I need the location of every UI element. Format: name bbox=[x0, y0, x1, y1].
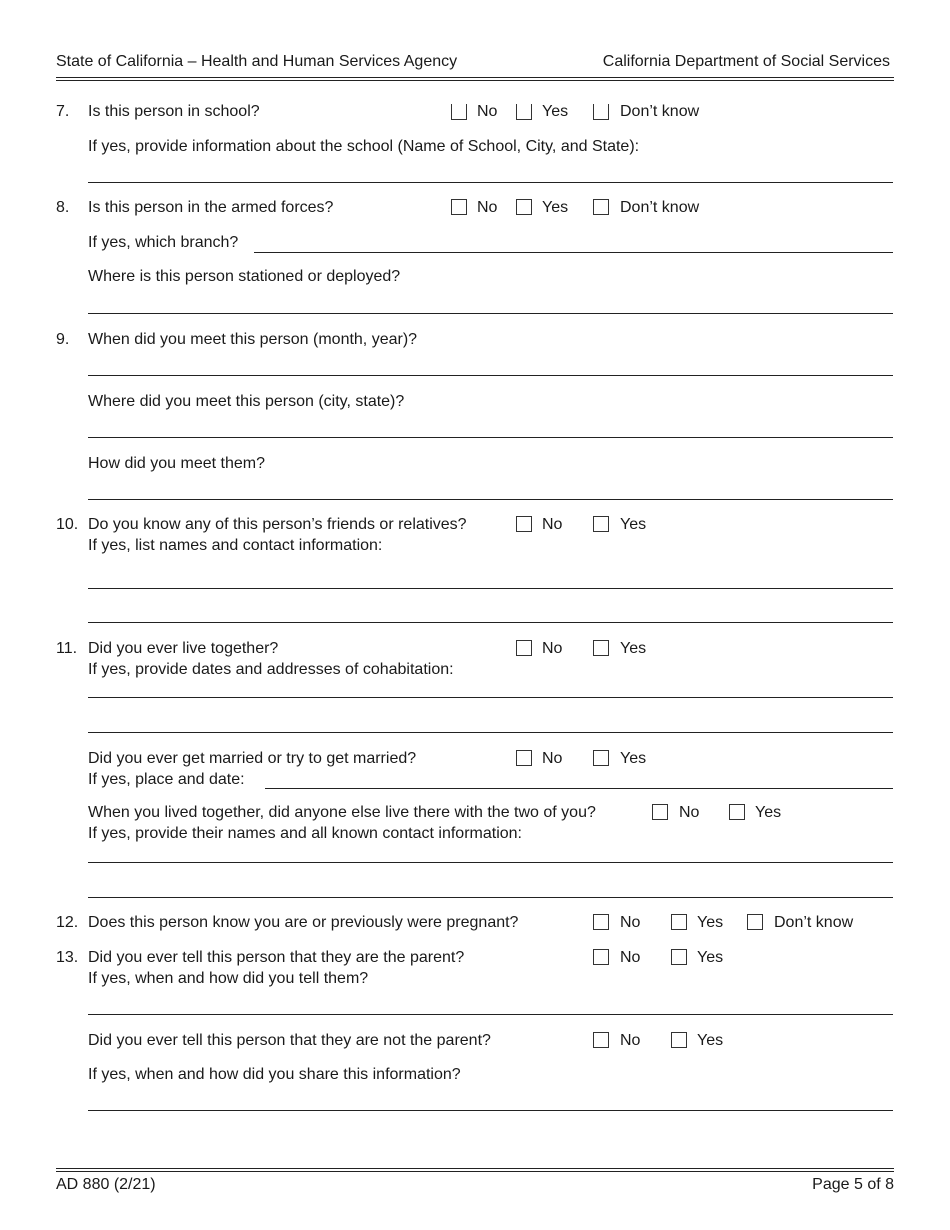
q11-yes-checkbox[interactable] bbox=[593, 640, 609, 656]
q8-dont-know-label: Don’t know bbox=[620, 199, 700, 216]
q7-followup: If yes, provide information about the school (Name of School, City, and State): bbox=[88, 138, 640, 155]
q11-anyone-else-question: When you lived together, did anyone else live there with the two of you? bbox=[88, 804, 596, 821]
q11-place-line[interactable] bbox=[265, 788, 893, 789]
header-rule-2 bbox=[56, 80, 894, 81]
q13-followup: If yes, when and how did you tell them? bbox=[88, 970, 369, 987]
q13-no-label: No bbox=[620, 949, 641, 966]
q13-not-parent-line[interactable] bbox=[88, 1110, 893, 1111]
q7-yes-label: Yes bbox=[542, 103, 569, 120]
q10-no-label: No bbox=[542, 516, 563, 533]
q7-dont-know-checkbox[interactable] bbox=[593, 104, 609, 120]
question-number: 8. bbox=[56, 199, 70, 216]
q13-not-parent-yes-checkbox[interactable] bbox=[671, 1032, 687, 1048]
q11-followup: If yes, provide dates and addresses of cohabitation: bbox=[88, 661, 454, 678]
question-number: 10. bbox=[56, 516, 79, 533]
q13-not-parent-followup: If yes, when and how did you share this information? bbox=[88, 1066, 461, 1083]
q7-dont-know-label: Don’t know bbox=[620, 103, 700, 120]
question-number: 9. bbox=[56, 331, 70, 348]
header-department: California Department of Social Services bbox=[602, 53, 890, 70]
q10-answer-line-1[interactable] bbox=[88, 588, 893, 589]
q8-no-label: No bbox=[477, 199, 498, 216]
q11-married-no-checkbox[interactable] bbox=[516, 750, 532, 766]
q8-branch-label: If yes, which branch? bbox=[88, 234, 239, 251]
q11-married-question: Did you ever get married or try to get married? bbox=[88, 750, 417, 767]
q10-yes-checkbox[interactable] bbox=[593, 516, 609, 532]
q13-not-parent-yes-label: Yes bbox=[697, 1032, 724, 1049]
q10-followup: If yes, list names and contact information: bbox=[88, 537, 383, 554]
q12-dont-know-checkbox[interactable] bbox=[747, 914, 763, 930]
question-number: 7. bbox=[56, 103, 70, 120]
question-number: 11. bbox=[56, 640, 78, 657]
q8-yes-label: Yes bbox=[542, 199, 569, 216]
q8-no-checkbox[interactable] bbox=[451, 199, 467, 215]
q7-no-label: No bbox=[477, 103, 498, 120]
q9-how-line[interactable] bbox=[88, 499, 893, 500]
q12-yes-label: Yes bbox=[697, 914, 724, 931]
question-text: When did you meet this person (month, year)? bbox=[88, 331, 418, 348]
q8-stationed-label: Where is this person stationed or deployed? bbox=[88, 268, 401, 285]
q13-not-parent-no-checkbox[interactable] bbox=[593, 1032, 609, 1048]
q8-branch-line[interactable] bbox=[254, 252, 893, 253]
q9-how-label: How did you meet them? bbox=[88, 455, 265, 472]
q11-anyone-else-yes-label: Yes bbox=[755, 804, 782, 821]
q11-no-checkbox[interactable] bbox=[516, 640, 532, 656]
question-text: Did you ever tell this person that they are the parent? bbox=[88, 949, 465, 966]
question-text: Is this person in the armed forces? bbox=[88, 199, 334, 216]
q13-yes-checkbox[interactable] bbox=[671, 949, 687, 965]
q13-not-parent-question: Did you ever tell this person that they are not the parent? bbox=[88, 1032, 491, 1049]
q11-married-no-label: No bbox=[542, 750, 563, 767]
q13-no-checkbox[interactable] bbox=[593, 949, 609, 965]
q11-place-label: If yes, place and date: bbox=[88, 771, 245, 788]
q10-no-checkbox[interactable] bbox=[516, 516, 532, 532]
question-text: Does this person know you are or previously were pregnant? bbox=[88, 914, 519, 931]
q11-married-yes-checkbox[interactable] bbox=[593, 750, 609, 766]
footer-page-number: Page 5 of 8 bbox=[812, 1176, 894, 1193]
q8-yes-checkbox[interactable] bbox=[516, 199, 532, 215]
footer-rule-2 bbox=[56, 1171, 894, 1172]
q11-anyone-else-line-1[interactable] bbox=[88, 862, 893, 863]
q11-anyone-else-no-checkbox[interactable] bbox=[652, 804, 668, 820]
q11-answer-line-2[interactable] bbox=[88, 732, 893, 733]
q12-no-label: No bbox=[620, 914, 641, 931]
question-text: Do you know any of this person’s friends or relatives? bbox=[88, 516, 467, 533]
question-text: Did you ever live together? bbox=[88, 640, 279, 657]
q10-yes-label: Yes bbox=[620, 516, 647, 533]
header-agency: State of California – Health and Human Services Agency bbox=[56, 53, 458, 70]
q13-yes-label: Yes bbox=[697, 949, 724, 966]
q11-anyone-else-line-2[interactable] bbox=[88, 897, 893, 898]
q11-yes-label: Yes bbox=[620, 640, 647, 657]
question-text: Is this person in school? bbox=[88, 103, 260, 120]
q10-answer-line-2[interactable] bbox=[88, 622, 893, 623]
q11-no-label: No bbox=[542, 640, 563, 657]
question-number: 12. bbox=[56, 914, 79, 931]
q9-where-line[interactable] bbox=[88, 437, 893, 438]
q8-dont-know-checkbox[interactable] bbox=[593, 199, 609, 215]
q11-answer-line-1[interactable] bbox=[88, 697, 893, 698]
q11-married-yes-label: Yes bbox=[620, 750, 647, 767]
q7-answer-line[interactable] bbox=[88, 182, 893, 183]
question-number: 13. bbox=[56, 949, 79, 966]
q7-no-checkbox[interactable] bbox=[451, 104, 467, 120]
q11-anyone-else-followup: If yes, provide their names and all known contact information: bbox=[88, 825, 522, 842]
q8-stationed-line[interactable] bbox=[88, 313, 893, 314]
q9-when-line[interactable] bbox=[88, 375, 893, 376]
q13-not-parent-no-label: No bbox=[620, 1032, 641, 1049]
q9-where-label: Where did you meet this person (city, state)? bbox=[88, 393, 405, 410]
q12-yes-checkbox[interactable] bbox=[671, 914, 687, 930]
q12-dont-know-label: Don’t know bbox=[774, 914, 854, 931]
header-rule bbox=[56, 77, 894, 78]
q11-anyone-else-yes-checkbox[interactable] bbox=[729, 804, 745, 820]
footer-form-id: AD 880 (2/21) bbox=[56, 1176, 156, 1193]
q7-yes-checkbox[interactable] bbox=[516, 104, 532, 120]
q11-anyone-else-no-label: No bbox=[679, 804, 700, 821]
footer-rule bbox=[56, 1168, 894, 1169]
q12-no-checkbox[interactable] bbox=[593, 914, 609, 930]
q13-answer-line[interactable] bbox=[88, 1014, 893, 1015]
